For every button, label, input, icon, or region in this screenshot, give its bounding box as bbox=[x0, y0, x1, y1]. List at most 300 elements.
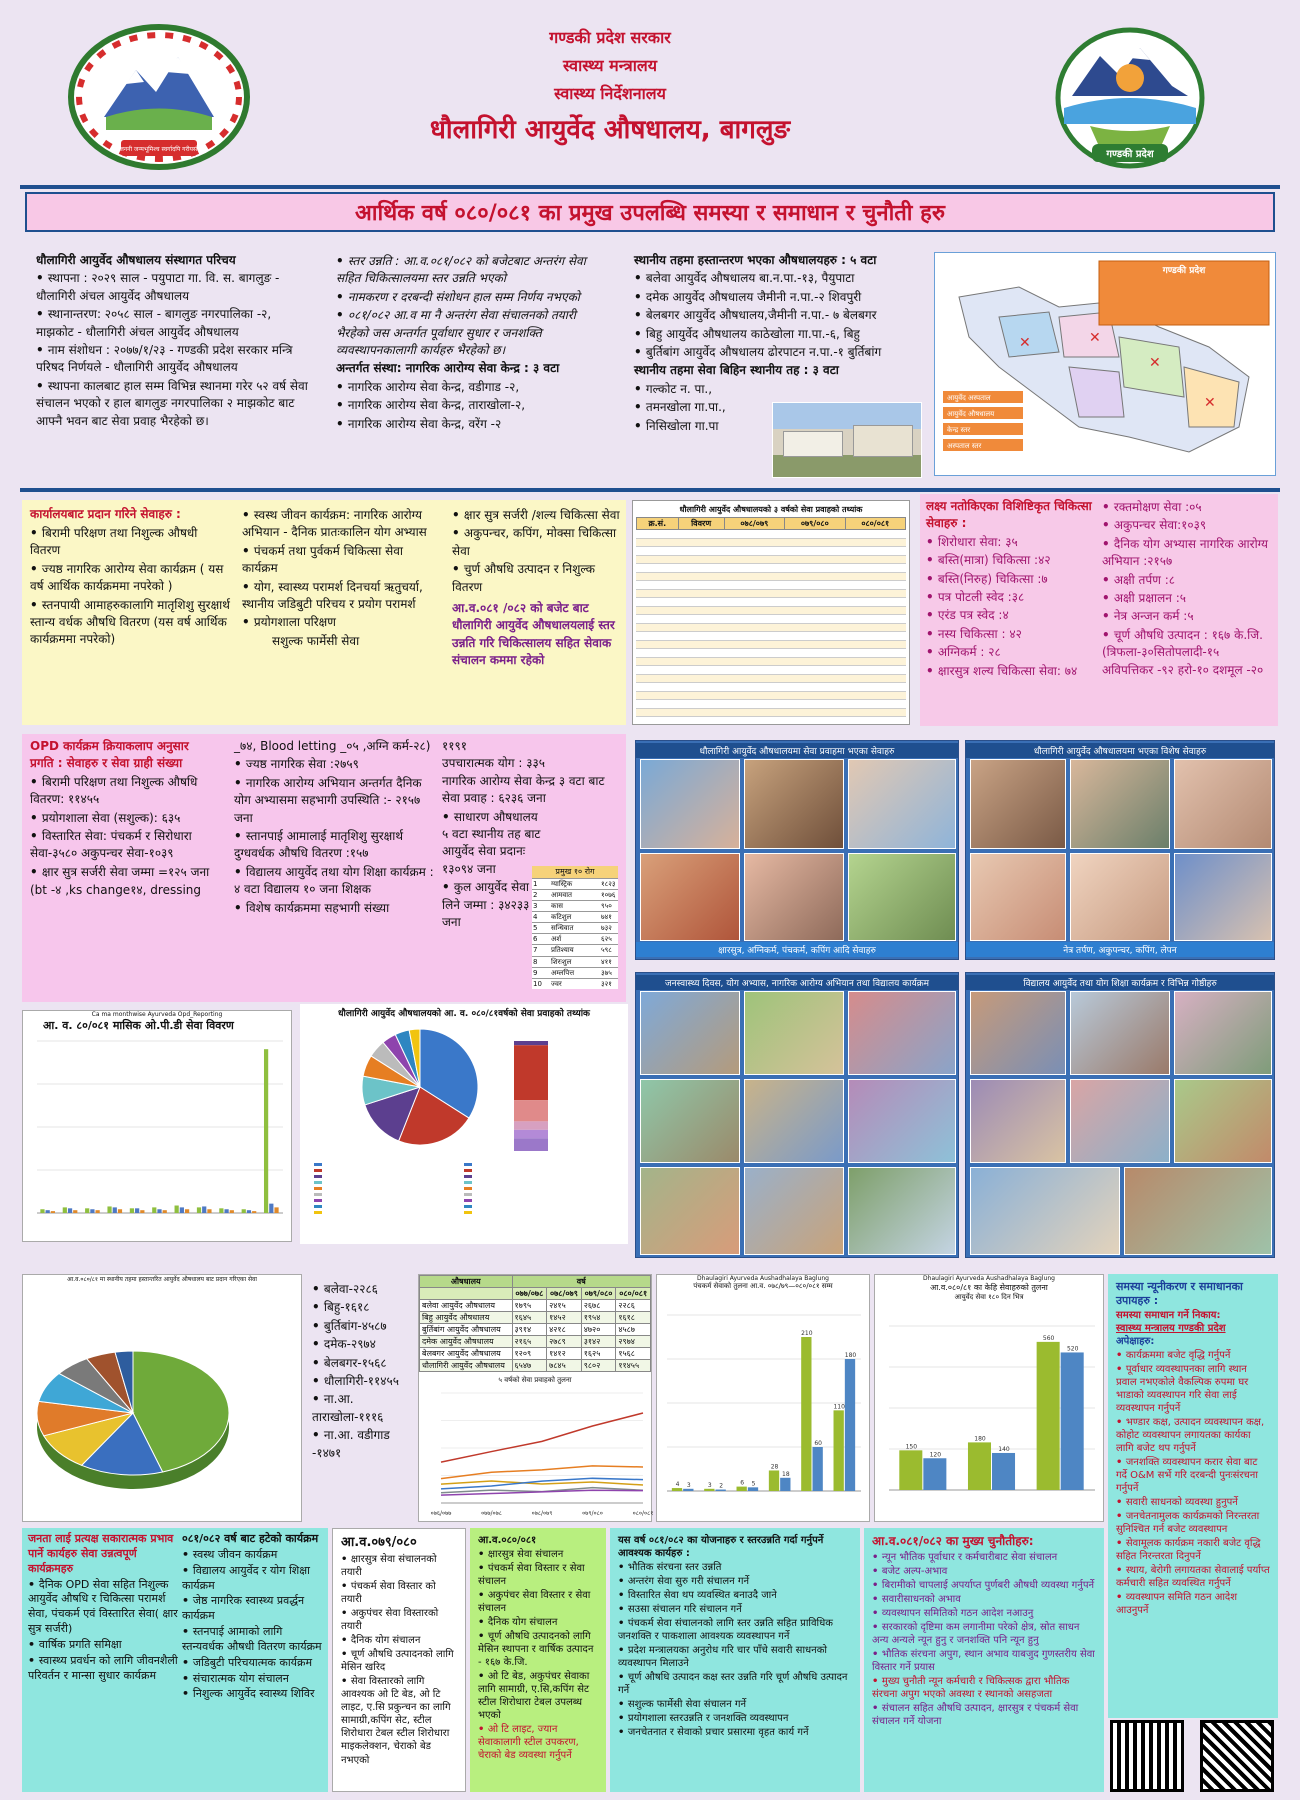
table-row bbox=[636, 683, 906, 692]
bar bbox=[40, 1209, 44, 1213]
table-header: ०७८/०७९ bbox=[724, 518, 784, 530]
list-item: • स्वास्थ्य प्रवर्धन को लागि जीवनशैली परिवर्तन र मान्सा सुधार कार्यक्रम bbox=[28, 1654, 178, 1684]
table-row bbox=[636, 632, 906, 641]
table-row bbox=[636, 624, 906, 633]
data-label: 150 bbox=[905, 1443, 918, 1451]
divider bbox=[20, 488, 1280, 492]
bar bbox=[107, 1206, 111, 1213]
photo bbox=[1124, 1167, 1272, 1255]
table-cell: कास bbox=[551, 901, 563, 910]
list-item: • स्थाय, बेरोगी लगायतका सेवालाई पर्याप्त कर्मचारी सहित व्यवस्थित गर्नुपर्ने bbox=[1116, 1564, 1270, 1590]
intro-list bbox=[36, 270, 312, 430]
photo bbox=[848, 1167, 956, 1255]
table-cell: ४७२० bbox=[581, 1324, 616, 1336]
table-cell: ज्वर bbox=[551, 979, 562, 988]
table-row bbox=[636, 547, 906, 556]
local-counts-panel bbox=[304, 1274, 414, 1522]
list-item: • जेष्ठ नागरिक स्वास्थ्य प्रवर्द्धन कार्यक्रम bbox=[182, 1594, 324, 1624]
data-label: 180 bbox=[974, 1435, 986, 1443]
svg-text:✕: ✕ bbox=[1089, 330, 1101, 346]
solution-expect: अपेक्षाहरु: bbox=[1116, 1335, 1155, 1347]
data-label: 3 bbox=[707, 1481, 712, 1489]
solution-list bbox=[1116, 1349, 1270, 1617]
bottom-col-4 bbox=[470, 1528, 606, 1792]
table-row bbox=[532, 933, 618, 944]
data-label: 4 bbox=[675, 1481, 680, 1489]
table-cell: १४५२ bbox=[547, 1312, 582, 1324]
table-cell: अर्श bbox=[551, 935, 562, 944]
local-list bbox=[634, 270, 918, 361]
header-line-2: स्वास्थ्य मन्त्रालय bbox=[562, 56, 658, 75]
bar bbox=[63, 1207, 67, 1213]
table-row bbox=[636, 581, 906, 590]
bar-chart-2 bbox=[657, 1291, 869, 1507]
bar bbox=[185, 1209, 189, 1213]
table-cell: 10 bbox=[533, 979, 542, 988]
table-row bbox=[636, 641, 906, 650]
treatments-left bbox=[926, 534, 1096, 680]
svg-text:आयुर्वेद औषधालय: आयुर्वेद औषधालय bbox=[947, 410, 995, 418]
bar bbox=[737, 1487, 747, 1491]
qr-code-icon[interactable] bbox=[1200, 1720, 1274, 1792]
list-item: • बिरामी परिक्षण तथा निशुल्क औषधि वितरण: ११४५५ bbox=[30, 774, 230, 809]
services-col3 bbox=[452, 507, 620, 596]
list-item: • नागरिक आरोग्य सेवा केन्द्र, वडीगाड -२, bbox=[336, 379, 610, 396]
upgrade-panel bbox=[328, 246, 618, 474]
pie-chart-2-panel bbox=[22, 1274, 302, 1522]
table-cell: १६२५ bbox=[581, 1348, 616, 1360]
list-item: • रक्तमोक्षण सेवा :०५ bbox=[1102, 499, 1272, 516]
list-item: • क्षारसुत्र शल्य चिकित्सा सेवा: ७४ bbox=[926, 663, 1096, 680]
bar bbox=[780, 1478, 790, 1491]
list-item: • क्षारसुत्र सेवा संचालनको तयारी bbox=[341, 1553, 457, 1579]
table-row bbox=[420, 1348, 651, 1360]
table-row bbox=[636, 598, 906, 607]
list-item: • ओ टि बेड, अकुपंचर सेवाका लागि सामाग्री, ए.सि,कपिंग सेट स्टील शिरोधारा टेबल उपलब्ध भएको bbox=[478, 1670, 598, 1722]
list-item: • निसिखोला गा.पा bbox=[634, 418, 784, 435]
opd-heading: OPD कार्यक्रम क्रियाकलाप अनुसार bbox=[30, 739, 189, 753]
line-chart bbox=[419, 1385, 654, 1525]
data-label: 180 bbox=[844, 1352, 857, 1359]
list-item: • प्रयोगशाला परिक्षण bbox=[242, 614, 442, 631]
list-item: • अक्षी तर्पण :८ bbox=[1102, 572, 1272, 589]
list-item: • दैनिक योग संचालन bbox=[478, 1616, 598, 1629]
divider bbox=[20, 185, 1280, 189]
bottom-col-4-heading: आ.व.०८०/०८१ bbox=[478, 1535, 537, 1546]
table-row bbox=[532, 900, 618, 911]
photo-collage-1-caption: क्षारसुत्र, अग्निकर्म, पंचकर्म, कपिंग आदि सेवाहरु bbox=[636, 942, 958, 957]
table-header: ०८०/०८१ bbox=[845, 518, 905, 530]
list-item: • निशुल्क आयुर्वेद स्वास्थ्य शिविर bbox=[182, 1687, 324, 1702]
treatments-panel bbox=[920, 494, 1278, 726]
photo bbox=[848, 759, 956, 849]
legend-swatch bbox=[464, 1163, 472, 1166]
table-cell: ७४१ bbox=[601, 913, 612, 922]
svg-text:आयुर्वेद अस्पताल: आयुर्वेद अस्पताल bbox=[947, 394, 991, 402]
legend-swatch bbox=[464, 1199, 472, 1202]
list-item: • व्यवस्थापन समिति गठन आदेश आउनुपर्ने bbox=[1116, 1591, 1270, 1617]
bar-chart-2-panel bbox=[656, 1274, 870, 1522]
bar-chart-3-panel bbox=[874, 1274, 1104, 1522]
list-item: • कार्यक्रममा बजेट वृद्धि गर्नुपर्ने bbox=[1116, 1349, 1270, 1362]
legend-swatch bbox=[464, 1187, 472, 1190]
list-item: • साधारण औषधालय ५ वटा स्थानीय तह बाट आयुर्वेद सेवा प्रदानः १३०९४ जना bbox=[442, 809, 542, 879]
progress-table-title: धौलागिरी आयुर्वेद औषधालयको ३ वर्षको सेवा प्रवाहको तथ्यांक bbox=[679, 505, 863, 514]
table-row bbox=[420, 1324, 651, 1336]
list-item: • बिहु आयुर्वेद औषधालय काठेखोला गा.पा.-६, बिहु bbox=[634, 326, 918, 343]
data-label: 140 bbox=[998, 1445, 1010, 1453]
table-cell: बुर्तिबांग आयुर्वेद औषधालय bbox=[420, 1324, 513, 1336]
top-diseases-table bbox=[532, 866, 618, 989]
legend-swatch bbox=[314, 1193, 322, 1196]
table-cell: धौलागिरी आयुर्वेद औषधालय bbox=[420, 1360, 513, 1372]
chart-top-note: Ca ma monthwise Ayurveda Opd_Reporting bbox=[91, 1011, 223, 1018]
photo-collage-4-title: विद्यालय आयुर्वेद तथा योग शिक्षा कार्यक्रम र विभिन्न गोष्ठीहरु bbox=[966, 975, 1274, 990]
chart-title: पंचकर्म सेवाको तुलना आ.व. ०७८/७९—०८०/०८१ सम्म bbox=[693, 1282, 833, 1290]
local-heading: स्थानीय तहमा हस्तान्तरण भएका औषधालयहरु : ५ वटा bbox=[634, 253, 877, 267]
bottom-col-5-list bbox=[618, 1561, 852, 1739]
data-label: 560 bbox=[1042, 1334, 1055, 1342]
table-row bbox=[636, 649, 906, 658]
svg-text:केन्द्र स्तर: केन्द्र स्तर bbox=[947, 426, 971, 434]
list-item: • पत्र पोटली स्वेद :३८ bbox=[926, 589, 1096, 606]
table-row bbox=[636, 700, 906, 709]
bar bbox=[834, 1410, 844, 1491]
list-item: • संचारात्मक योग संचालन bbox=[182, 1672, 324, 1687]
services-col1 bbox=[30, 525, 230, 649]
table-cell: १०७६ bbox=[601, 890, 616, 899]
bar-chart-1 bbox=[23, 1033, 291, 1233]
stack-segment bbox=[514, 1121, 548, 1129]
legend-swatch bbox=[464, 1211, 472, 1214]
page-title: धौलागिरी आयुर्वेद औषधालय, बागलुङ bbox=[429, 115, 791, 145]
table-header: ०७७/०७८ bbox=[512, 1288, 547, 1300]
table-cell: दमेक आयुर्वेद औषधालय bbox=[420, 1336, 513, 1348]
local-heading-2: स्थानीय तहमा सेवा बिहिन स्थानीय तह : ३ वटा bbox=[634, 363, 839, 378]
table-cell: १६१८ bbox=[616, 1312, 651, 1324]
table-row bbox=[532, 922, 618, 933]
photo bbox=[1174, 853, 1272, 941]
upgrade-list bbox=[336, 253, 610, 359]
legend-swatch bbox=[314, 1199, 322, 1202]
stack-segment bbox=[514, 1100, 548, 1121]
list-item: • भौतिक संरचना अपुग, स्थान अभाव याबजुद गुणस्तरीय सेवा विस्तार गर्ने प्रयास bbox=[872, 1648, 1096, 1674]
table-header: क्र.सं. bbox=[637, 518, 679, 530]
tick-label: ०७७/०७८ bbox=[481, 1510, 502, 1517]
opd-col1-tail: (bt -४ ,ks change१४, dressing bbox=[30, 883, 202, 898]
comparison-panel bbox=[418, 1274, 652, 1522]
list-item: • सशुल्क फार्मेसी सेवा संचालन गर्ने bbox=[618, 1698, 852, 1711]
photo bbox=[640, 759, 740, 849]
list-item: • अकुपन्चर, कपिंग, मोक्सा चिकित्सा सेवा bbox=[452, 525, 620, 560]
data-label: 110 bbox=[833, 1403, 845, 1411]
bottom-col-5-heading: यस वर्ष ०८१/०८२ का योजनाहरु र स्तरउन्नति गर्दा गर्नुपर्ने आवश्यक कार्यहरु : bbox=[618, 1535, 824, 1559]
table-cell: २७८९ bbox=[547, 1336, 582, 1348]
list-item: • बुर्तिबांग आयुर्वेद औषधालय ढोरपाटन न.पा.-१ बुर्तिबांग bbox=[634, 344, 918, 361]
list-item: • एरंड पत्र स्वेद :४ bbox=[926, 607, 1096, 624]
chart-subtitle: आयुर्वेद सेवा १८० दिन भित्र bbox=[954, 1293, 1024, 1301]
treatments-heading: लक्ष्य नतोकिएका विशिष्टिकृत चिकित्सा सेवाहरु : bbox=[926, 499, 1092, 531]
list-item: • नस्य चिकित्सा : ४२ bbox=[926, 626, 1096, 643]
table-cell: 4 bbox=[533, 913, 538, 922]
opd-col2 bbox=[234, 756, 434, 917]
table-row bbox=[532, 944, 618, 955]
banner bbox=[25, 192, 1275, 232]
table-header: ०८०/०८१ bbox=[616, 1288, 651, 1300]
legend-swatch bbox=[314, 1187, 322, 1190]
list-item: • स्वस्थ जीवन कार्यक्रम: नागरिक आरोग्य अभियान - दैनिक प्रातःकालिन योग अभ्यास bbox=[242, 507, 442, 542]
list-item: • भौतिक संरचना स्तर उन्नति bbox=[618, 1561, 852, 1574]
opd-col2-first: _७४, Blood letting _०५ ,अग्नि कर्म-२८) bbox=[234, 739, 431, 753]
list-item: • अक्षी प्रक्षालन :५ bbox=[1102, 590, 1272, 607]
photo bbox=[848, 1079, 956, 1163]
legend-swatch bbox=[314, 1181, 322, 1184]
table-row bbox=[532, 889, 618, 900]
table-cell: १५६८ bbox=[616, 1348, 651, 1360]
stack-segment bbox=[514, 1045, 548, 1100]
table-cell: ४५८७ bbox=[616, 1324, 651, 1336]
list-item: • अग्निकर्म : २८ bbox=[926, 644, 1096, 661]
photo bbox=[640, 991, 740, 1075]
table-cell: ३२१ bbox=[601, 979, 612, 988]
svg-text:✕: ✕ bbox=[1149, 355, 1161, 371]
bar bbox=[247, 1210, 251, 1213]
bar bbox=[992, 1453, 1015, 1490]
table-row bbox=[636, 590, 906, 599]
center-list bbox=[336, 379, 610, 433]
list-item: • बस्ति(मात्रा) चिकित्सा :४२ bbox=[926, 552, 1096, 569]
bar bbox=[90, 1209, 94, 1213]
list-item: • स्वस्थ जीवन कार्यक्रम bbox=[182, 1548, 324, 1563]
list-item: • स्तर उन्नति : आ.व.०८१/०८२ को बजेटबाट अन्तरंग सेवा सहित चिकित्सालयमा स्तर उन्नति भएको bbox=[336, 253, 610, 288]
opd-col3 bbox=[442, 809, 542, 932]
chart-top-note: Dhaulagiri Ayurveda Aushadhalaya Baglung bbox=[923, 1275, 1055, 1282]
table-row bbox=[636, 692, 906, 701]
list-item: • शिरोधारा सेवा: ३५ bbox=[926, 534, 1096, 551]
list-item: • क्षार सुत्र सर्जरी /शल्य चिकित्सा सेवा bbox=[452, 507, 620, 524]
photo-collage-3 bbox=[635, 972, 959, 1258]
legend-swatch bbox=[314, 1175, 322, 1178]
list-item: • सेवामूलक कार्यक्रम नकारी बजेट वृद्धि सहित निरन्तरता दिनुपर्ने bbox=[1116, 1537, 1270, 1563]
list-item: • जनचेतनामुलक कार्यक्रमको निरन्तरता सुनिश्चित गर्न बजेट व्यवस्थापन bbox=[1116, 1510, 1270, 1536]
list-item: • कुल आयुर्वेद सेवा लिने जम्मा : ३४२३३ जना bbox=[442, 879, 542, 931]
bar bbox=[202, 1206, 206, 1213]
bar bbox=[274, 1207, 278, 1213]
top-diseases-title: प्रमुख १० रोग bbox=[532, 866, 618, 878]
list-item: • न्यून भौतिक पूर्वाधार र कर्मचारीबाट सेवा संचालन bbox=[872, 1551, 1096, 1564]
tick-label: ०८०/०८१ bbox=[632, 1510, 654, 1517]
photo bbox=[848, 853, 956, 941]
list-item: • चूर्ण औषधि उत्पादनको लागि मेसिन खरिद bbox=[341, 1648, 457, 1674]
list-item: • ०८१/०८२ आ.व मा नै अन्तरंग सेवा संचालनको तयारी भैरहेको जस अन्तर्गत पूर्वाधार सुधार र जनशक्ति व्यवस्थापनकालागी कार्यहरु भैरहेको छ। bbox=[336, 307, 610, 359]
photo bbox=[744, 991, 844, 1075]
photo bbox=[970, 1079, 1066, 1163]
photo-collage-2-title: धौलागिरी आयुर्वेद औषधालयमा भएका विशेष सेवाहरु bbox=[966, 743, 1274, 758]
table-cell: शिरःशुल bbox=[551, 957, 572, 966]
opd-panel bbox=[22, 734, 626, 1002]
chart-title: ५ वर्षको सेवा प्रवाहको तुलना bbox=[498, 1376, 572, 1384]
photo bbox=[744, 759, 844, 849]
table-row bbox=[532, 911, 618, 922]
services-col3-note: आ.व.०८१ /०८२ को बजेट बाट धौलागिरी आयुर्वेद औषधालयलाई स्तर उन्नति गरि चिकित्सालय सहित सेवाक संचालन कममा रहेको bbox=[452, 600, 615, 668]
list-item: • प्रयोगशाला स्तरउन्नति र जनशक्ति व्यवस्थापन bbox=[618, 1712, 852, 1725]
list-item: • चूर्ण औषधि उत्पादन कक्ष स्तर उन्नति गरि चूर्ण औषधि उत्पादन गर्ने bbox=[618, 1671, 852, 1697]
photo bbox=[640, 1079, 740, 1163]
bottom-col-2-list bbox=[182, 1548, 324, 1702]
list-item: • बलेवा आयुर्वेद औषधालय बा.न.पा.-१३, पैयुपाटा bbox=[634, 270, 918, 287]
table-cell: बेलबगर आयुर्वेद औषधालय bbox=[420, 1348, 513, 1360]
header-line-1: गण्डकी प्रदेश सरकार bbox=[549, 28, 671, 47]
bar bbox=[157, 1209, 161, 1213]
services-col2 bbox=[242, 507, 442, 632]
table-cell: सन्धिवात bbox=[551, 924, 574, 933]
bar bbox=[163, 1210, 167, 1213]
bar bbox=[704, 1489, 714, 1491]
svg-text:✕: ✕ bbox=[1019, 335, 1031, 351]
list-item: • व्यवस्थापन समितिको गठन आदेश नआउनु bbox=[872, 1607, 1096, 1620]
bar bbox=[219, 1208, 223, 1213]
bar bbox=[230, 1210, 234, 1213]
table-row bbox=[636, 607, 906, 616]
list-item: • चूर्ण औषधि उत्पादन : १६७ के.जि.(त्रिफला-३०सितोपलादी-१५ अविपत्तिकर -९२ हरो-१० दशमूल -२० bbox=[1102, 627, 1272, 679]
services-col2-last: सशुल्क फार्मेसी सेवा bbox=[272, 633, 360, 648]
list-item: • प्रयोगशाला सेवा (सशुल्क): ६३५ bbox=[30, 810, 230, 827]
table-cell: ५९८ bbox=[601, 946, 612, 955]
list-item: • नेत्र अन्जन कर्म :५ bbox=[1102, 608, 1272, 625]
data-label: 5 bbox=[751, 1480, 756, 1488]
stack-segment bbox=[514, 1130, 548, 1138]
list-item: • संचालन सहित औषधि उत्पादन, क्षारसुत्र र पंचकर्म सेवा संचालन गर्ने योजना bbox=[872, 1702, 1096, 1728]
table-cell: आमवात bbox=[551, 890, 573, 899]
photo bbox=[744, 853, 844, 941]
bar bbox=[716, 1490, 726, 1491]
local-counts-list bbox=[312, 1281, 406, 1462]
table-header: ०७८/०७९ bbox=[547, 1288, 582, 1300]
qr-code-icon[interactable] bbox=[1110, 1720, 1184, 1792]
list-item: • नाम संशोधन : २०७७/१/२३ - गण्डकी प्रदेश सरकार मन्त्रि परिषद निर्णयले - धौलागिरी आयुर्वेद औषधालय bbox=[36, 342, 312, 377]
bar bbox=[130, 1208, 134, 1213]
bottom-col-5 bbox=[610, 1528, 860, 1792]
list-item: • जनचेतनात र सेवाको प्रचार प्रसारमा वृहत कार्य गर्ने bbox=[618, 1726, 852, 1739]
table-cell: कटिशुल bbox=[551, 913, 572, 922]
list-item: • स्थानान्तरण: २०५८ साल - बागलुङ नगरपालिका -२, माझकोट - धौलागिरी अंचल आयुर्वेद औषधालय bbox=[36, 306, 312, 341]
list-item: • स्थापना : २०२९ साल - पयुपाटा गा. वि. स. बागलुङ - धौलागिरी अंचल आयुर्वेद औषधालय bbox=[36, 270, 312, 305]
list-item: • पंचकर्म सेवा विस्तार र सेवा संचालन bbox=[478, 1562, 598, 1588]
photo bbox=[744, 1167, 844, 1255]
table-cell: २२८६ bbox=[616, 1300, 651, 1312]
table-cell: ७३२ bbox=[601, 924, 612, 933]
bar bbox=[113, 1207, 117, 1213]
table-row bbox=[636, 530, 906, 539]
list-item: • सेवा विस्तारको लागि आवश्यक ओ टि बेड, ओ टि लाइट, ए.सि प्रकुन्चन का लागि सामाग्री,कपिंग सेट, स्टील शिरोधारा टेबल स्टील शिरोधारा माइकलेक्शन, चेराको बेड bbox=[341, 1675, 457, 1753]
list-item: • वार्षिक प्रगति समिक्षा bbox=[28, 1638, 178, 1653]
photo-collage-1 bbox=[635, 740, 959, 960]
svg-text:गण्डकी प्रदेश: गण्डकी प्रदेश bbox=[1106, 149, 1154, 160]
chart-title: आ.व.०८०/८१ का केहि सेवाहरुको तुलना bbox=[930, 1283, 1048, 1292]
bar-chart-1-panel bbox=[22, 1010, 292, 1242]
photo bbox=[970, 1167, 1120, 1255]
list-item: • अकुपन्चर सेवा:१०३९ bbox=[1102, 517, 1272, 534]
opd-col3-item: उपचारात्मक योग : ३३५ bbox=[442, 756, 545, 771]
intro-heading: धौलागिरी आयुर्वेद औषधालय संस्थागत परिचय bbox=[36, 253, 236, 267]
upgrade-subheading: अन्तर्गत संस्था: नागरिक आरोग्य सेवा केन्द्र : ३ वटा bbox=[336, 361, 560, 376]
list-item: • विशेष कार्यक्रममा सहभागी संख्या bbox=[234, 900, 434, 917]
photo bbox=[970, 853, 1066, 941]
header-line-3: स्वास्थ्य निर्देशनालय bbox=[554, 84, 666, 103]
list-item: • बिरामी परिक्षण तथा निशुल्क औषधी वितरण bbox=[30, 525, 230, 560]
table-cell: ९८०२ bbox=[581, 1360, 616, 1372]
list-item: • पंचकर्म सेवा संचालनको लागि स्तर उन्नति सहित प्राविधिक जनशक्ति र पाकशाला आवश्यक व्यवस्थापन गर्ने bbox=[618, 1617, 852, 1643]
bottom-col-3-heading: आ.व.०७९/०८० bbox=[341, 1535, 417, 1550]
series-line bbox=[441, 1466, 643, 1479]
table-row bbox=[636, 539, 906, 548]
table-cell: १७९५ bbox=[512, 1300, 547, 1312]
bottom-col-1-heading: जनता लाई प्रत्यक्ष सकारात्मक प्रभाव पार्ने कार्यहरु सेवा उन्नत्वपूर्ण कार्यक्रमहरु bbox=[28, 1532, 174, 1575]
list-item: • ना.आ. ताराखोला-१११६ bbox=[312, 1391, 406, 1426]
bottom-col-1-list bbox=[28, 1578, 178, 1684]
bar bbox=[269, 1204, 273, 1213]
svg-text:जननी जन्मभूमिश्च स्वर्गादपि गर: जननी जन्मभूमिश्च स्वर्गादपि गरीयसी bbox=[119, 146, 199, 153]
list-item: • स्तानपाई आमालाई मातृशिशु सुरक्षार्थ दुग्धवर्धक औषधि वितरण :१५७ bbox=[234, 828, 434, 863]
data-label: 6 bbox=[740, 1479, 745, 1487]
progress-table bbox=[632, 500, 910, 725]
table-row bbox=[532, 967, 618, 978]
table-cell: प्रतिश्याय bbox=[551, 946, 574, 955]
chart-title: आ.व.०८०/८१ मा स्थानीय तहमा हस्तान्तरित आयुर्वेद औषधालय बाट प्रदान गरिएका सेवा bbox=[67, 1276, 257, 1283]
bar bbox=[769, 1470, 779, 1491]
table-cell: बलेवा आयुर्वेद औषधालय bbox=[420, 1300, 513, 1312]
list-item: • दैनिक OPD सेवा सहित निशुल्क आयुर्वेद औषधि र चिकित्सा परामर्श सेवा, पंचकर्म एवं विस्तारित सेवा( क्षार सुत्र सर्जरी) bbox=[28, 1578, 178, 1637]
list-item: • तमनखोला गा.पा., bbox=[634, 399, 784, 416]
table-cell: अम्लपित्त bbox=[551, 968, 575, 977]
opd-col1 bbox=[30, 774, 230, 881]
photo bbox=[1174, 1079, 1272, 1163]
bar bbox=[118, 1209, 122, 1213]
photo bbox=[970, 991, 1066, 1075]
data-label: 3 bbox=[686, 1481, 691, 1489]
list-item: • स्थापना कालबाट हाल सम्म विभिन्न स्थानमा गरेर ५२ वर्ष सेवा संचालन भएको र हाल बागलुङ नगरपालिका २ माझकोट बाट आफ्नै भवन बाट सेवा प्रवाह भैरहेको छ। bbox=[36, 378, 312, 430]
list-item: • पूर्वाधार व्यवस्थापनका लागि स्थान प्रवाल नभएकोले वैकल्पिक रुपमा घर भाडाको व्यवस्थापन गरि सेवा लाई व्यवस्थापन गर्नुपर्ने bbox=[1116, 1363, 1270, 1415]
photo bbox=[1174, 759, 1272, 849]
bottom-col-3-list bbox=[341, 1553, 457, 1753]
chart-title: धौलागिरी आयुर्वेद औषधालयको आ. व. ०८०/८१वर्षको सेवा प्रवाहको तथ्यांक bbox=[338, 1009, 590, 1019]
list-item: • विद्यालय आयुर्वेद तथा योग शिक्षा कार्यक्रम : ४ वटा विद्यालय १० जना शिक्षक bbox=[234, 864, 434, 899]
comparison-table bbox=[419, 1275, 651, 1372]
photo bbox=[1070, 1079, 1170, 1163]
bar bbox=[968, 1442, 991, 1490]
bar bbox=[801, 1337, 811, 1491]
opd-subheading: प्रगति : सेवाहरु र सेवा ग्राही संख्या bbox=[30, 756, 183, 771]
legend-swatch bbox=[464, 1169, 472, 1172]
legend-swatch bbox=[314, 1205, 322, 1208]
table-cell: २४१५ bbox=[547, 1300, 582, 1312]
bar bbox=[242, 1209, 246, 1213]
bar bbox=[96, 1210, 100, 1213]
list-item: • जनशक्ति व्यवस्थापन करार सेवा बाट गर्दे O&M सर्भे गरि दरबन्दी पुनःसंरचना गर्नुपर्ने bbox=[1116, 1456, 1270, 1495]
table-row bbox=[532, 878, 618, 889]
legend-swatch bbox=[464, 1193, 472, 1196]
photo bbox=[1070, 991, 1170, 1075]
table-cell: ३७५ bbox=[601, 968, 612, 977]
list-item: • दमेक-२९७४ bbox=[312, 1336, 406, 1353]
table-cell: 2 bbox=[533, 890, 538, 899]
table-row bbox=[420, 1336, 651, 1348]
table-row bbox=[636, 615, 906, 624]
list-item: • ज्यष्ठ नागरिक आरोग्य सेवा कार्यक्रम ( यस वर्ष आर्थिक कार्यक्रममा नपरेको ) bbox=[30, 561, 230, 596]
list-item: • बिरामीको चापलाई अपर्याप्त पुर्णबरी औषधी व्यवस्था गर्नुपर्ने bbox=[872, 1579, 1096, 1592]
legend-swatch bbox=[464, 1205, 472, 1208]
bar bbox=[207, 1209, 211, 1213]
